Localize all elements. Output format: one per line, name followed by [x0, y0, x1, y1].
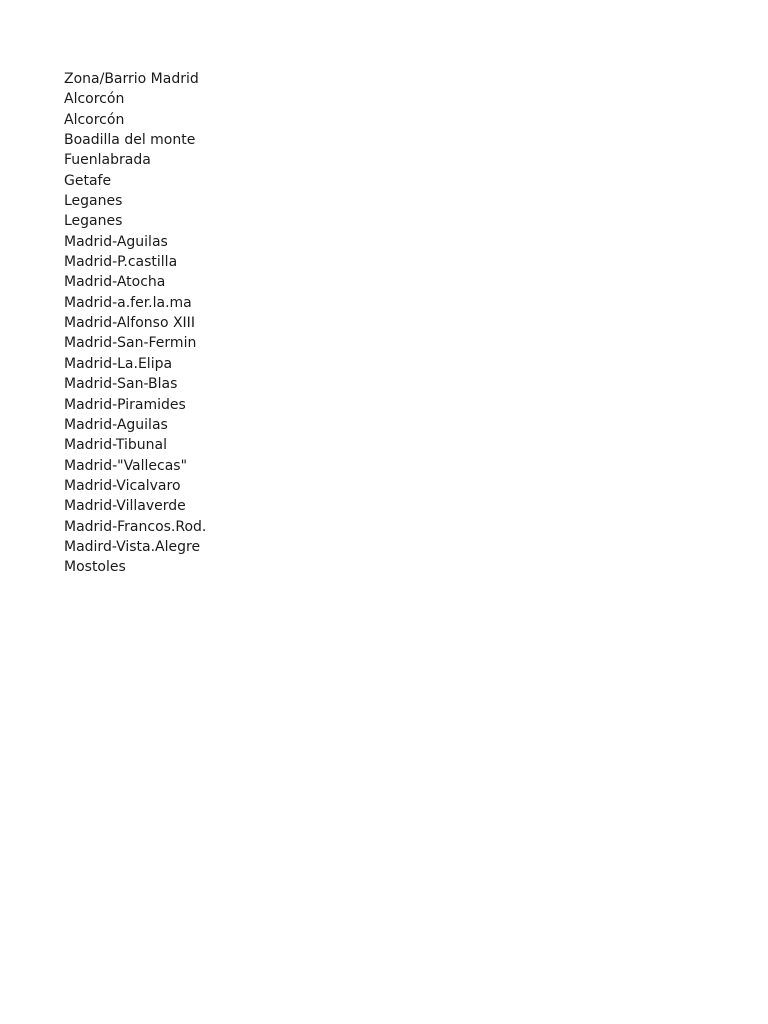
list-item: Madrid-a.fer.la.ma [64, 294, 192, 311]
list-item: Madrid-Atocha [64, 274, 166, 291]
list-item: Boadilla del monte [64, 132, 196, 149]
list-item: Madrid-Vicalvaro [64, 477, 181, 494]
zone-list [64, 69, 206, 578]
list-item: Leganes [64, 193, 123, 210]
list-item: Leganes [64, 213, 123, 230]
list-item: Madrid-"Vallecas" [64, 457, 188, 474]
list-item: Mostoles [64, 559, 126, 576]
list-item: Madrid-San-Blas [64, 376, 178, 393]
list-item: Alcorcón [64, 91, 125, 108]
list-item: Madrid-P.castilla [64, 254, 178, 271]
list-item: Madrid-Alfonso XIII [64, 315, 195, 332]
list-item: Fuenlabrada [64, 152, 151, 169]
list-item: Madrid-Piramides [64, 396, 186, 413]
list-item: Madrid-Aguilas [64, 233, 168, 250]
list-item: Getafe [64, 172, 112, 189]
list-item: Madird-Vista.Alegre [64, 538, 201, 555]
list-item: Madrid-Francos.Rod. [64, 518, 207, 535]
list-item: Madrid-Tibunal [64, 437, 167, 454]
list-item: Madrid-San-Fermin [64, 335, 197, 352]
list-item: Madrid-Villaverde [64, 498, 186, 515]
list-item: Madrid-Aguilas [64, 416, 168, 433]
list-item: Alcorcón [64, 111, 125, 128]
list-item: Madrid-La.Elipa [64, 355, 173, 372]
column-header: Zona/Barrio Madrid [64, 71, 199, 87]
